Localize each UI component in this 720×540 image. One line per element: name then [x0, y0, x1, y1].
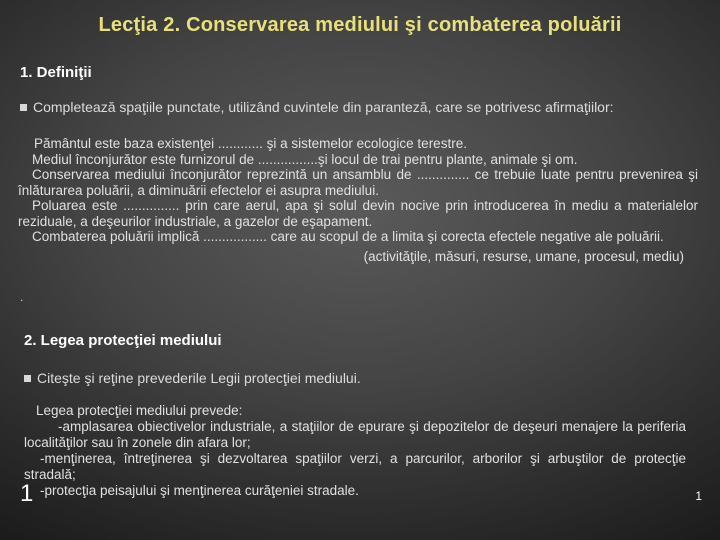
- law-paragraph: [24, 403, 686, 499]
- definitions-paragraph: [18, 136, 698, 264]
- word-bank: (activităţile, măsuri, resurse, umane, procesul, mediu): [363, 248, 684, 264]
- instruction-bullet-2: [24, 370, 704, 386]
- slide-number-right: 1: [695, 489, 702, 503]
- law-item-1: -amplasarea obiectivelor industriale, a staţiilor de epurare şi depozitelor de deşeuri menajere la periferia localităţilor sau în zonele din afara lor;: [24, 419, 686, 450]
- sentence-5: Combaterea poluării implică ................. care au scopul de a limita şi corecta efectele negative ale poluării.: [32, 229, 664, 244]
- sentence-2: Mediul înconjurător este furnizorul de ................şi locul de trai pentru plante, animale şi om.: [32, 151, 578, 167]
- stray-dot: .: [20, 290, 24, 304]
- sentence-4: Poluarea este ............... prin care aerul, apa şi solul devin nocive prin introducerea în mediu a materialelor reziduale, a deşeurilor industriale, a gazelor de eşapament.: [18, 198, 698, 229]
- sentence-3: Conservarea mediului înconjurător reprezintă un ansamblu de .............. ce trebuie luate pentru prevenirea şi înlăturarea poluării, a diminuării efectelor ei asupra mediului.: [18, 167, 698, 198]
- square-bullet-icon: [24, 375, 31, 382]
- slide-number-left: 1: [20, 480, 34, 507]
- page-title: Lecţia 2. Conservarea mediului şi combaterea poluării: [98, 14, 622, 36]
- section-2-heading: 2. Legea protecţiei mediului: [24, 332, 222, 349]
- sentence-1: Pământul este baza existenţei ............ şi a sistemelor ecologice terestre.: [34, 136, 467, 151]
- instruction-bullet-1: [20, 99, 710, 115]
- law-item-2: -menţinerea, întreţinerea şi dezvoltarea spaţiilor verzi, a parcurilor, arborilor şi arbuştilor de protecţie stradală;: [24, 451, 686, 482]
- instruction-text-2: Citeşte şi reţine prevederile Legii protecţiei mediului.: [37, 370, 361, 386]
- law-intro: Legea protecţiei mediului prevede:: [36, 403, 243, 418]
- section-1-heading: 1. Definiţii: [20, 64, 92, 81]
- square-bullet-icon: [20, 104, 27, 111]
- law-item-3: -protecţia peisajului şi menţinerea curăţeniei stradale.: [40, 483, 359, 498]
- instruction-text-1: Completează spaţiile punctate, utilizând cuvintele din paranteză, care se potrivesc afirmaţiilor:: [33, 99, 614, 115]
